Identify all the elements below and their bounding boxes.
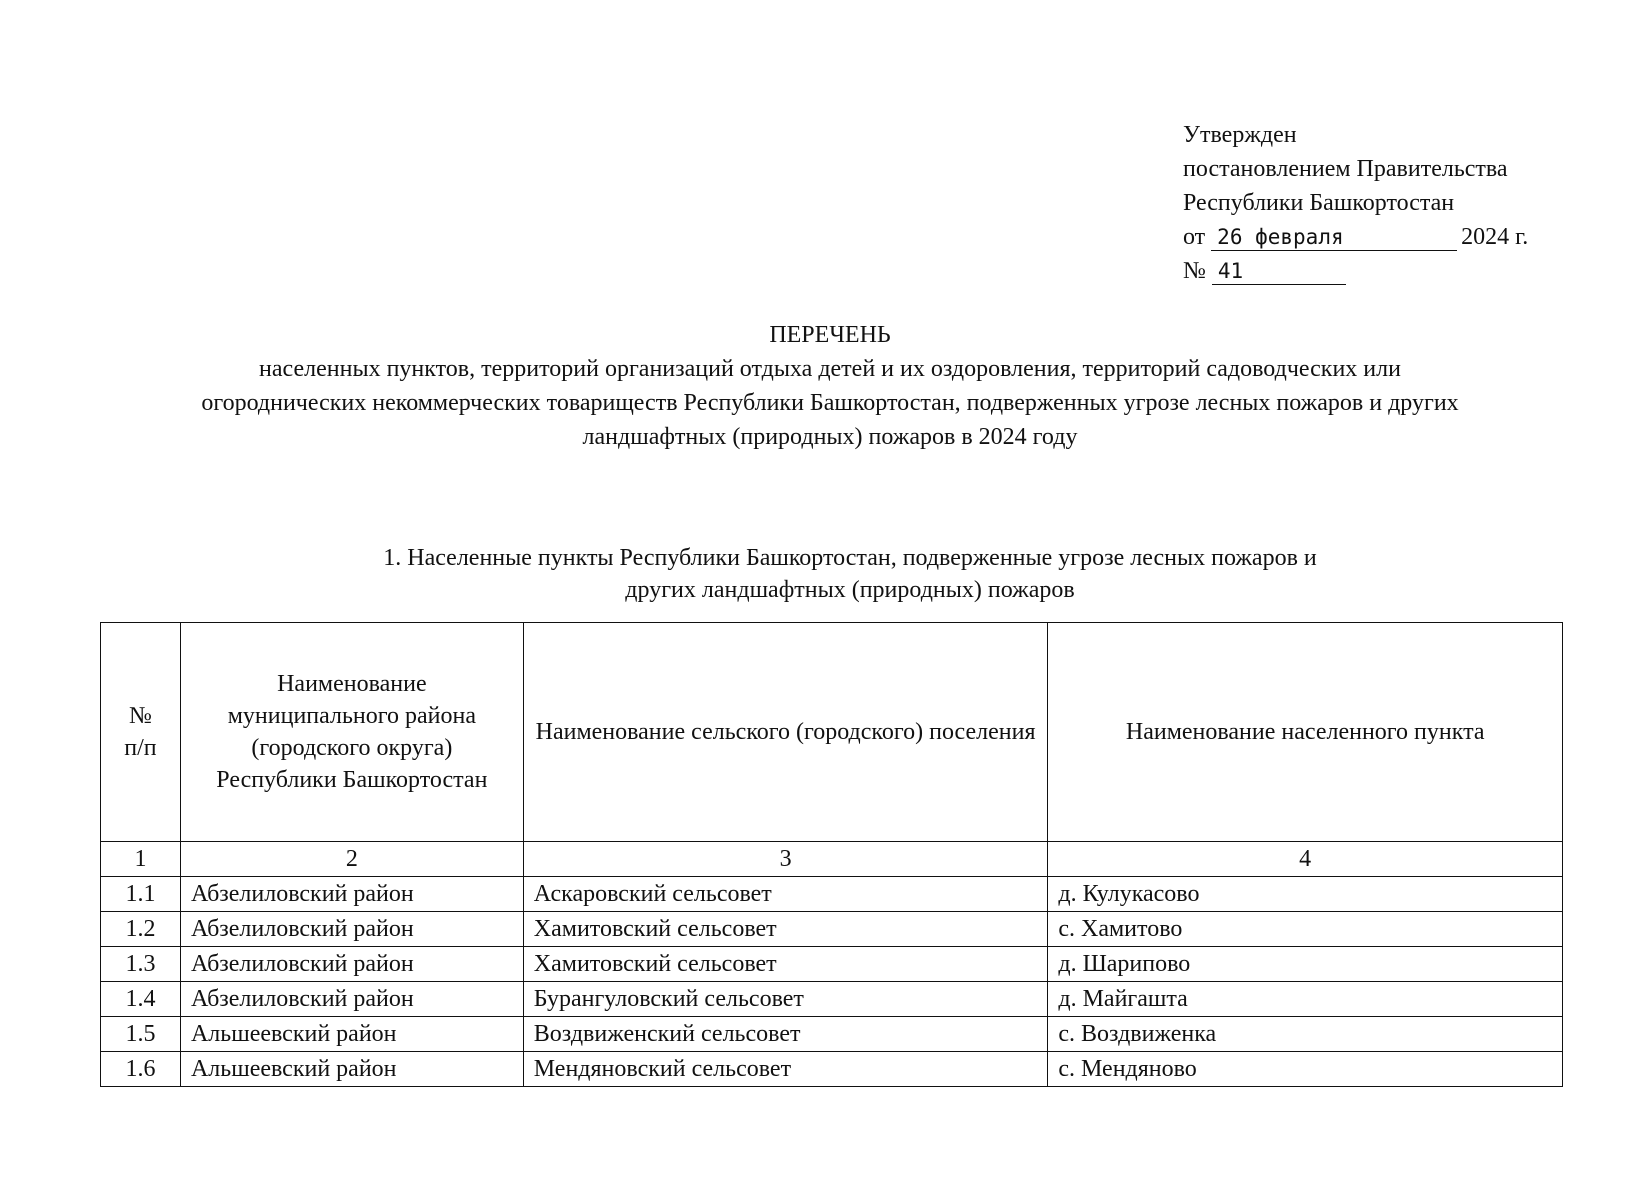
title-line-3: ландшафтных (природных) пожаров в 2024 году — [582, 424, 1078, 450]
table-row — [101, 912, 1563, 947]
header-number-label: п/п — [124, 735, 157, 761]
header-number-symbol: № — [129, 703, 152, 729]
row-locality: с. Воздвиженка — [1048, 1017, 1563, 1052]
row-settlement: Мендяновский сельсовет — [523, 1052, 1048, 1087]
row-number: 1.5 — [101, 1017, 181, 1052]
document-title — [80, 318, 1580, 454]
localities-table — [100, 622, 1563, 1087]
row-settlement: Бурангуловский сельсовет — [523, 982, 1048, 1017]
column-number: 4 — [1048, 842, 1563, 877]
table-row — [101, 982, 1563, 1017]
row-number: 1.2 — [101, 912, 181, 947]
row-district: Альшеевский район — [180, 1052, 523, 1087]
row-district: Альшеевский район — [180, 1017, 523, 1052]
section-title — [200, 542, 1500, 606]
column-number: 3 — [523, 842, 1048, 877]
approval-date-line — [1183, 220, 1528, 254]
column-number: 2 — [180, 842, 523, 877]
row-settlement: Аскаровский сельсовет — [523, 877, 1048, 912]
header-district: Наименование муниципального района (городского округа) Республики Башкортостан — [180, 623, 523, 842]
row-locality: д. Майгашта — [1048, 982, 1563, 1017]
section-title-line-2: других ландшафтных (природных) пожаров — [625, 577, 1075, 603]
row-district: Абзелиловский район — [180, 982, 523, 1017]
row-locality: с. Мендяново — [1048, 1052, 1563, 1087]
table-row — [101, 1017, 1563, 1052]
table-row — [101, 947, 1563, 982]
header-locality: Наименование населенного пункта — [1048, 623, 1563, 842]
row-number: 1.1 — [101, 877, 181, 912]
approval-line-resolution: постановлением Правительства — [1183, 156, 1508, 182]
column-number: 1 — [101, 842, 181, 877]
row-settlement: Воздвиженский сельсовет — [523, 1017, 1048, 1052]
number-value: 41 — [1212, 258, 1346, 285]
table-row — [101, 1052, 1563, 1087]
approval-number-line — [1183, 254, 1528, 288]
row-settlement: Хамитовский сельсовет — [523, 912, 1048, 947]
table-row — [101, 877, 1563, 912]
year-suffix: 2024 г. — [1461, 224, 1529, 250]
title-heading: ПЕРЕЧЕНЬ — [769, 322, 891, 348]
title-line-1: населенных пунктов, территорий организаций отдыха детей и их оздоровления, территорий садоводческих или — [259, 356, 1401, 382]
row-number: 1.3 — [101, 947, 181, 982]
column-numbers-row — [101, 842, 1563, 877]
date-prefix: от — [1183, 224, 1206, 250]
row-locality: с. Хамитово — [1048, 912, 1563, 947]
approval-line-republic: Республики Башкортостан — [1183, 190, 1455, 216]
row-number: 1.4 — [101, 982, 181, 1017]
row-district: Абзелиловский район — [180, 877, 523, 912]
table-header-row — [101, 623, 1563, 842]
header-settlement: Наименование сельского (городского) поселения — [523, 623, 1048, 842]
row-district: Абзелиловский район — [180, 947, 523, 982]
section-title-line-1: 1. Населенные пункты Республики Башкортостан, подверженные угрозе лесных пожаров и — [383, 545, 1317, 571]
header-number — [101, 623, 181, 842]
number-prefix: № — [1183, 258, 1206, 284]
row-settlement: Хамитовский сельсовет — [523, 947, 1048, 982]
approval-block — [1183, 118, 1528, 288]
row-locality: д. Шарипово — [1048, 947, 1563, 982]
approval-line-approved: Утвержден — [1183, 122, 1297, 148]
date-value: 26 февраля — [1211, 224, 1457, 251]
row-district: Абзелиловский район — [180, 912, 523, 947]
row-locality: д. Кулукасово — [1048, 877, 1563, 912]
row-number: 1.6 — [101, 1052, 181, 1087]
title-line-2: огороднических некоммерческих товариществ Республики Башкортостан, подверженных угрозе лесных пожаров и других — [201, 390, 1459, 416]
